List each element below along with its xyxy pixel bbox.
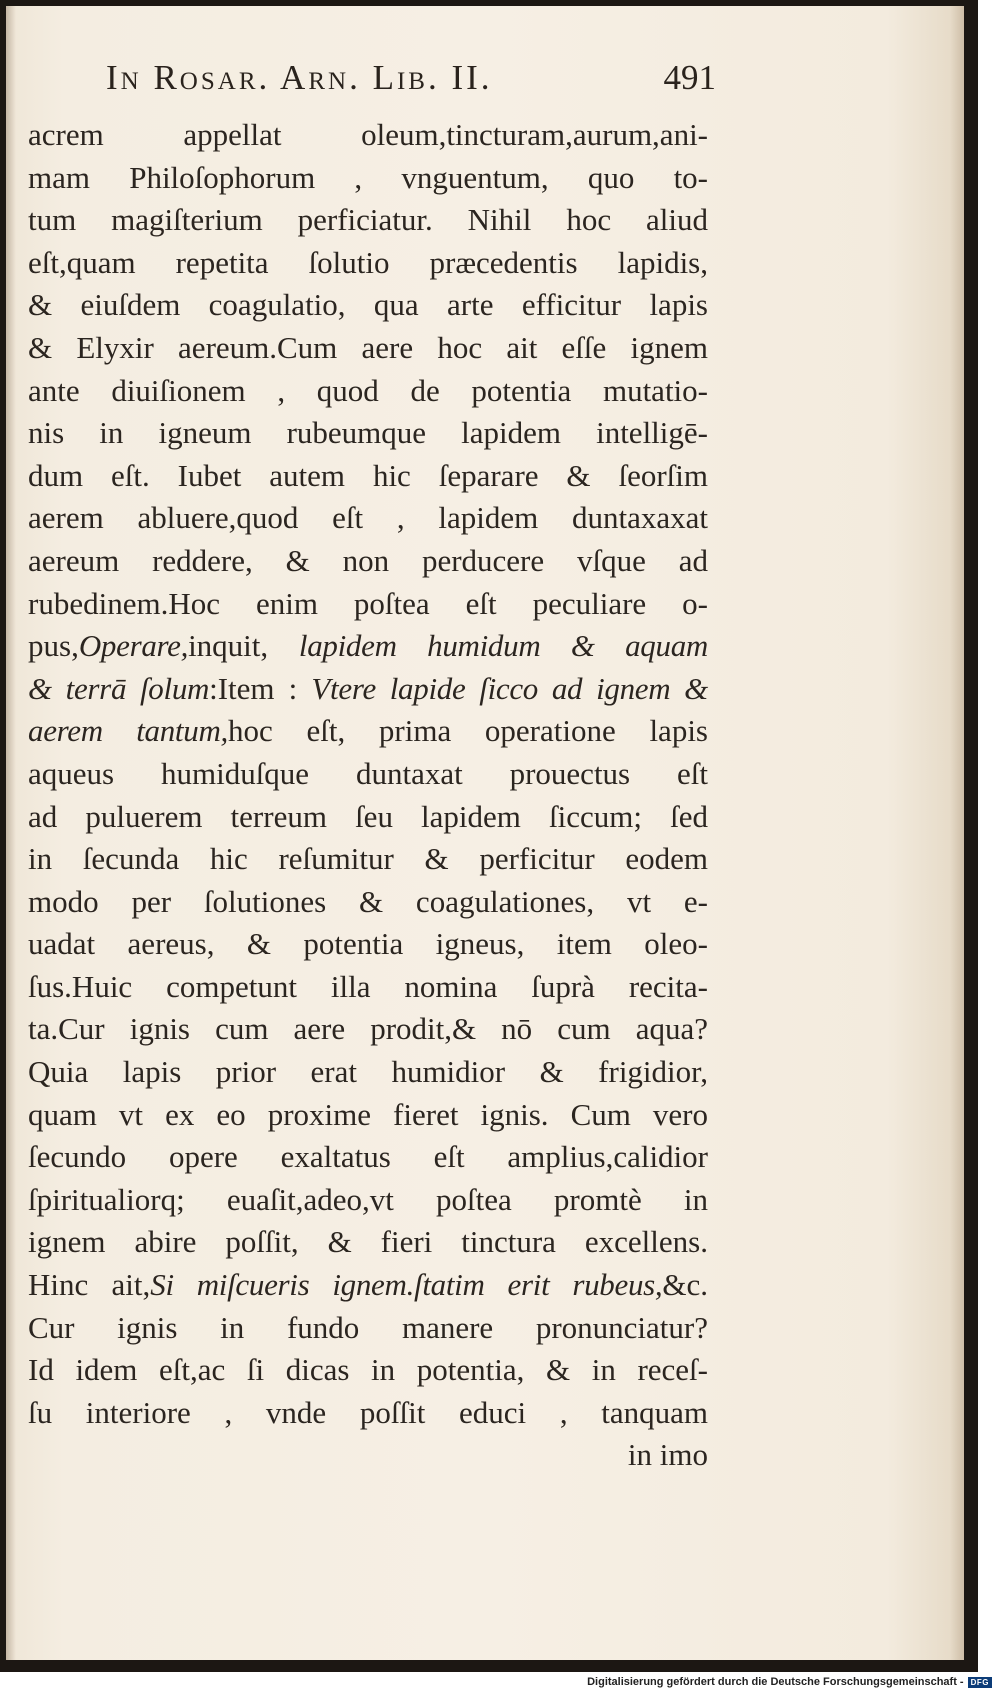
text-segment: ta.Cur ignis cum aere prodit,& nō cum aqua? (28, 1011, 708, 1047)
text-segment: ignem abire poſſit, & fieri tinctura excellens. (28, 1224, 708, 1260)
text-segment: tum magiſterium perficiatur. Nihil hoc aliud (28, 202, 708, 238)
text-segment: in ſecunda hic reſumitur & perficitur eodem (28, 841, 708, 877)
text-segment: nis in igneum rubeumque lapidem intelligē- (28, 415, 708, 451)
page-number: 491 (663, 58, 716, 97)
text-segment: acrem appellat oleum,tincturam,aurum,ani- (28, 117, 708, 152)
text-line (28, 1349, 708, 1392)
text-line (28, 242, 708, 285)
text-line (28, 1264, 708, 1307)
text-segment: modo per ſolutiones & coagulationes, vt e- (28, 883, 708, 919)
text-line (28, 966, 708, 1009)
running-title: In Rosar. Arn. Lib. II. (106, 58, 493, 97)
text-segment: Id idem eſt,ac ſi dicas in potentia, & in receſ- (28, 1352, 708, 1388)
italic-segment: Vtere lapide ſicco ad ignem & (311, 670, 708, 706)
page-gutter-shadow (6, 6, 16, 1660)
text-line (28, 881, 708, 924)
text-segment: hoc eſt, prima operatione lapis (228, 713, 708, 749)
text-line (28, 668, 708, 711)
text-segment: ad puluerem terreum ſeu lapidem ſiccum; ſed (28, 798, 708, 834)
text-line (28, 540, 708, 583)
text-line (28, 710, 708, 753)
text-line (28, 583, 708, 626)
italic-segment: lapidem humidum & aquam (298, 628, 708, 664)
text-segment: pus, (28, 628, 79, 664)
text-segment: ſpiritualiorq; euaſit,adeo,vt poſtea promtè in (28, 1181, 708, 1217)
text-line (28, 1221, 708, 1264)
italic-segment: Operare, (78, 628, 189, 664)
catchword: in imo (627, 1437, 708, 1473)
text-segment: inquit, (188, 628, 299, 664)
text-line (28, 1051, 708, 1094)
running-head (106, 58, 716, 108)
book-page (6, 6, 964, 1660)
text-line (28, 327, 708, 370)
text-segment: Quia lapis prior erat humidior & frigidior, (28, 1054, 708, 1090)
page-edge-shadow (950, 6, 964, 1660)
text-segment: ſu interiore , vnde poſſit educi , tanquam (28, 1394, 708, 1430)
text-line (28, 1094, 708, 1137)
text-line (28, 1008, 708, 1051)
body-text (28, 114, 708, 1477)
text-segment: quam vt ex eo proxime fieret ignis. Cum vero (28, 1096, 708, 1132)
text-line (28, 497, 708, 540)
text-line (28, 412, 708, 455)
text-segment: mam Philoſophorum , vnguentum, quo to- (28, 159, 708, 195)
text-line (28, 923, 708, 966)
text-segment: uadat aereus, & potentia igneus, item oleo- (28, 926, 708, 962)
text-segment: eſt,quam repetita ſolutio præcedentis lapidis, (28, 244, 708, 280)
text-line (28, 1307, 708, 1350)
text-segment: aereum reddere, & non perducere vſque ad (28, 542, 708, 578)
text-line (28, 838, 708, 881)
italic-segment: aerem tantum, (28, 713, 228, 749)
text-segment: aerem abluere,quod eſt , lapidem duntaxaxat (28, 500, 708, 536)
text-line (28, 284, 708, 327)
text-line (28, 1136, 708, 1179)
text-segment: &c. (662, 1267, 708, 1303)
dfg-logo: DFG (968, 1677, 992, 1688)
text-segment: ſecundo opere exaltatus eſt amplius,calidior (28, 1139, 708, 1175)
text-line (28, 455, 708, 498)
text-line (28, 114, 708, 157)
text-segment: :Item : (209, 670, 312, 706)
text-line (28, 370, 708, 413)
text-segment: Cur ignis in fundo manere pronunciatur? (28, 1309, 708, 1345)
text-line (28, 1392, 708, 1435)
text-segment: & eiuſdem coagulatio, qua arte efficitur lapis (28, 287, 708, 323)
text-segment: ſus.Huic competunt illa nomina ſuprà recita- (28, 968, 708, 1004)
digitization-credit (587, 1676, 992, 1688)
text-line (28, 157, 708, 200)
text-segment: Hinc ait, (28, 1267, 151, 1303)
text-segment: ante diuiſionem , quod de potentia mutatio- (28, 372, 708, 408)
text-line (28, 1179, 708, 1222)
italic-segment: Si miſcueris ignem.ſtatim erit rubeus, (150, 1267, 663, 1303)
text-segment: aqueus humiduſque duntaxat prouectus eſt (28, 755, 708, 791)
text-line (28, 199, 708, 242)
text-segment: & Elyxir aereum.Cum aere hoc ait eſſe ignem (28, 329, 708, 365)
text-line (28, 796, 708, 839)
italic-segment: & terrā ſolum (28, 670, 210, 706)
text-segment: rubedinem.Hoc enim poſtea eſt peculiare o- (28, 585, 708, 621)
credit-text: Digitalisierung gefördert durch die Deutsche Forschungsgemeinschaft - (587, 1676, 964, 1688)
text-line (28, 625, 708, 668)
text-line (28, 753, 708, 796)
text-segment: dum eſt. Iubet autem hic ſeparare & ſeorſim (28, 457, 708, 493)
